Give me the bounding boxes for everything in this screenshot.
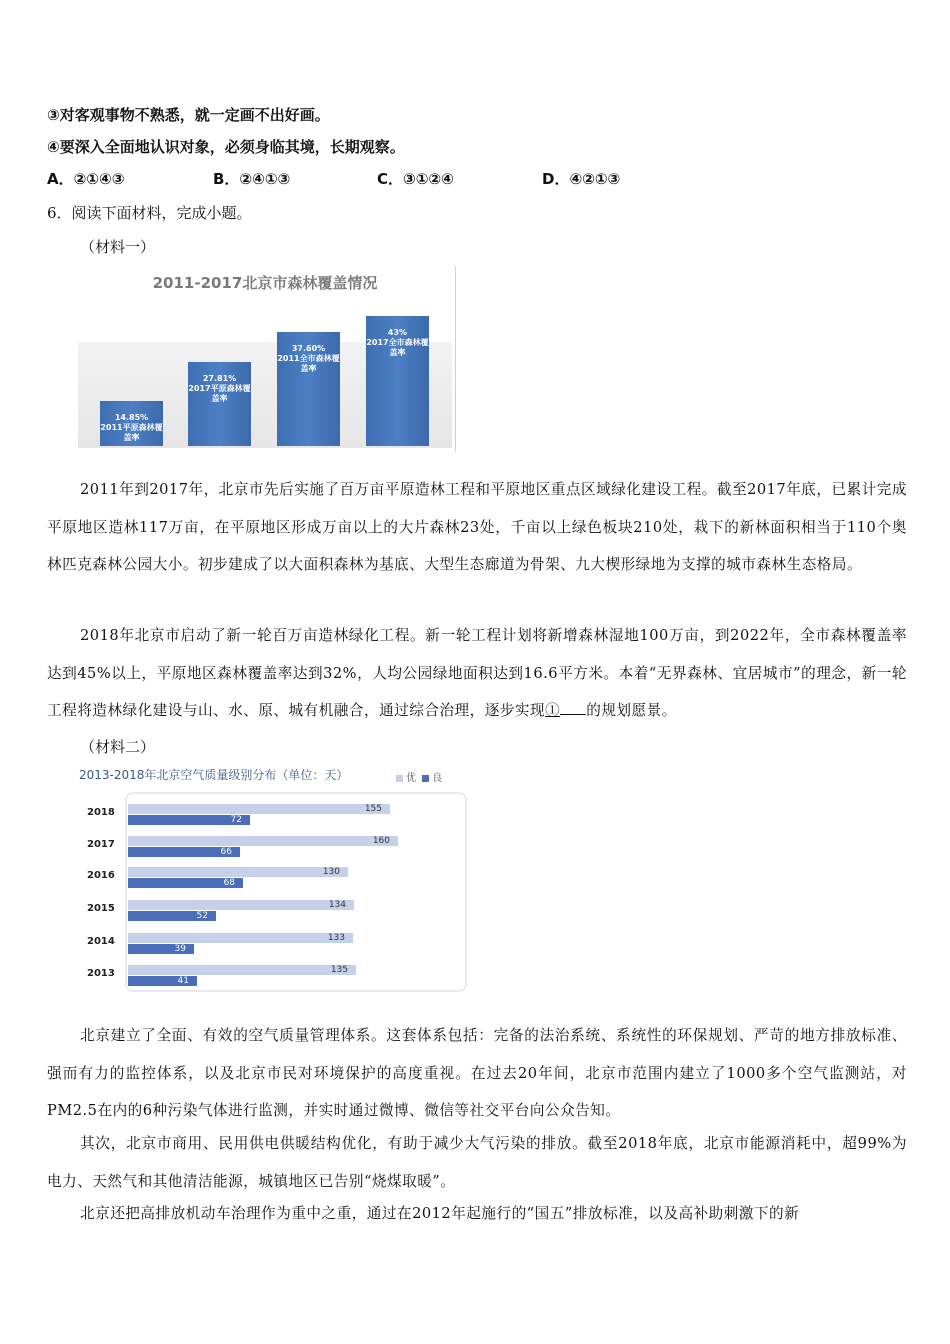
legend-swatch-good <box>422 775 429 782</box>
excellent-days-value: 134 <box>328 900 346 910</box>
question-item-4: ④要深入全面地认识对象，必须身临其境，长期观察。 <box>47 138 405 156</box>
forest-bar-category: 2017平原森林覆盖率 <box>188 384 251 403</box>
year-label: 2015 <box>87 903 115 914</box>
fill-blank-line <box>560 700 586 715</box>
forest-coverage-chart <box>78 262 456 454</box>
good-days-value: 72 <box>230 815 242 825</box>
forest-bar-value: 43% <box>387 328 408 337</box>
excellent-days-value: 135 <box>330 965 348 975</box>
excellent-days-bar <box>128 836 398 846</box>
question-6-heading: 6．阅读下面材料，完成小题。 <box>47 204 252 222</box>
forest-bar <box>100 401 163 446</box>
option-d: D．④②①③ <box>542 170 621 188</box>
excellent-days-value: 160 <box>372 836 390 846</box>
forest-bar-label <box>188 374 251 404</box>
question-item-3: ③对客观事物不熟悉，就一定画不出好画。 <box>47 106 330 124</box>
year-label: 2017 <box>87 839 115 850</box>
forest-chart-title: 2011-2017北京市森林覆盖情况 <box>152 274 378 292</box>
material-1-paragraph-2-end: 的规划愿景。 <box>586 702 677 719</box>
legend-label-excellent: 优 <box>406 773 416 784</box>
excellent-days-bar <box>128 867 348 877</box>
blank-marker: ① <box>545 702 561 719</box>
forest-bar <box>188 362 251 446</box>
forest-bar-label <box>277 344 340 374</box>
forest-bar-label <box>100 413 163 443</box>
option-b: B．②④①③ <box>213 170 291 188</box>
year-label: 2013 <box>87 968 115 979</box>
chart-frame-edge <box>455 266 456 452</box>
year-label: 2016 <box>87 870 115 881</box>
excellent-days-value: 155 <box>364 804 382 814</box>
forest-bar-category: 2011全市森林覆盖率 <box>277 354 340 373</box>
excellent-days-bar <box>128 933 353 943</box>
legend-swatch-excellent <box>396 775 403 782</box>
forest-bar-value: 27.81% <box>202 374 237 383</box>
option-a: A．②①④③ <box>47 170 125 188</box>
forest-bar-category: 2011平原森林覆盖率 <box>100 423 163 442</box>
good-days-value: 39 <box>174 944 186 954</box>
material-1-paragraph-1: 2011年到2017年，北京市先后实施了百万亩平原造林工程和平原地区重点区域绿化建设工程。截至2017年底，已累计完成平原地区造林117万亩，在平原地区形成万亩以上的大片森林23处，千亩以上绿色板块210处，栽下的新林面积相当于110个奥林匹克森林公园大小。初步建成了以大面积森林为基底、大型生态廊道为骨架、九大楔形绿地为支撑的城市森林生态格局。 <box>47 481 907 573</box>
air-quality-chart <box>76 766 466 991</box>
forest-bar-category: 2017全市森林覆盖率 <box>366 338 429 357</box>
air-chart-title: 2013-2018年北京空气质量级别分布（单位：天） <box>79 768 349 782</box>
forest-bar <box>366 316 429 446</box>
material-2-paragraph-2: 其次，北京市商用、民用供电供暖结构优化，有助于减少大气污染的排放。截至2018年底，北京市能源消耗中，超99%为电力、天然气和其他清洁能源，城镇地区已告别“烧煤取暖”。 <box>47 1135 907 1190</box>
material-1-label: （材料一） <box>80 238 156 256</box>
excellent-days-bar <box>128 804 390 814</box>
material-1-paragraph-2-text: 2018年北京市启动了新一轮百万亩造林绿化工程。新一轮工程计划将新增森林湿地100万亩，到2022年，全市森林覆盖率达到45%以上，平原地区森林覆盖率达到32%，人均公园绿地面积达到16.6平方米。本着“无界森林、宜居城市”的理念，新一轮工程将造林绿化建设与山、水、原、城有机融合，通过综合治理，逐步实现 <box>47 627 907 719</box>
forest-bar-value: 14.85% <box>114 413 149 422</box>
good-days-value: 52 <box>196 911 208 921</box>
excellent-days-bar <box>128 965 356 975</box>
air-chart-legend <box>396 769 442 784</box>
year-label: 2018 <box>87 807 115 818</box>
forest-bar-label <box>366 328 429 358</box>
material-2-paragraph-3: 北京还把高排放机动车治理作为重中之重，通过在2012年起施行的“国五”排放标准，以及高补助刺激下的新 <box>80 1205 800 1222</box>
material-2-paragraph-1: 北京建立了全面、有效的空气质量管理体系。这套体系包括：完备的法治系统、系统性的环保规划、严苛的地方排放标准、强而有力的监控体系，以及北京市民对环境保护的高度重视。在过去20年间，北京市范围内建立了1000多个空气监测站，对PM2.5在内的6种污染气体进行监测，并实时通过微博、微信等社交平台向公众告知。 <box>47 1027 907 1119</box>
material-1-paragraph-2 <box>47 617 907 730</box>
good-days-value: 66 <box>220 847 232 857</box>
material-2-label: （材料二） <box>80 738 156 756</box>
good-days-value: 41 <box>177 976 189 986</box>
good-days-value: 68 <box>223 878 235 888</box>
excellent-days-value: 133 <box>327 933 345 943</box>
option-c: C．③①②④ <box>377 170 454 188</box>
legend-label-good: 良 <box>432 773 443 784</box>
excellent-days-bar <box>128 900 354 910</box>
forest-bar <box>277 332 340 446</box>
forest-bar-value: 37.60% <box>291 344 326 353</box>
year-label: 2014 <box>87 936 115 947</box>
excellent-days-value: 130 <box>322 867 340 877</box>
